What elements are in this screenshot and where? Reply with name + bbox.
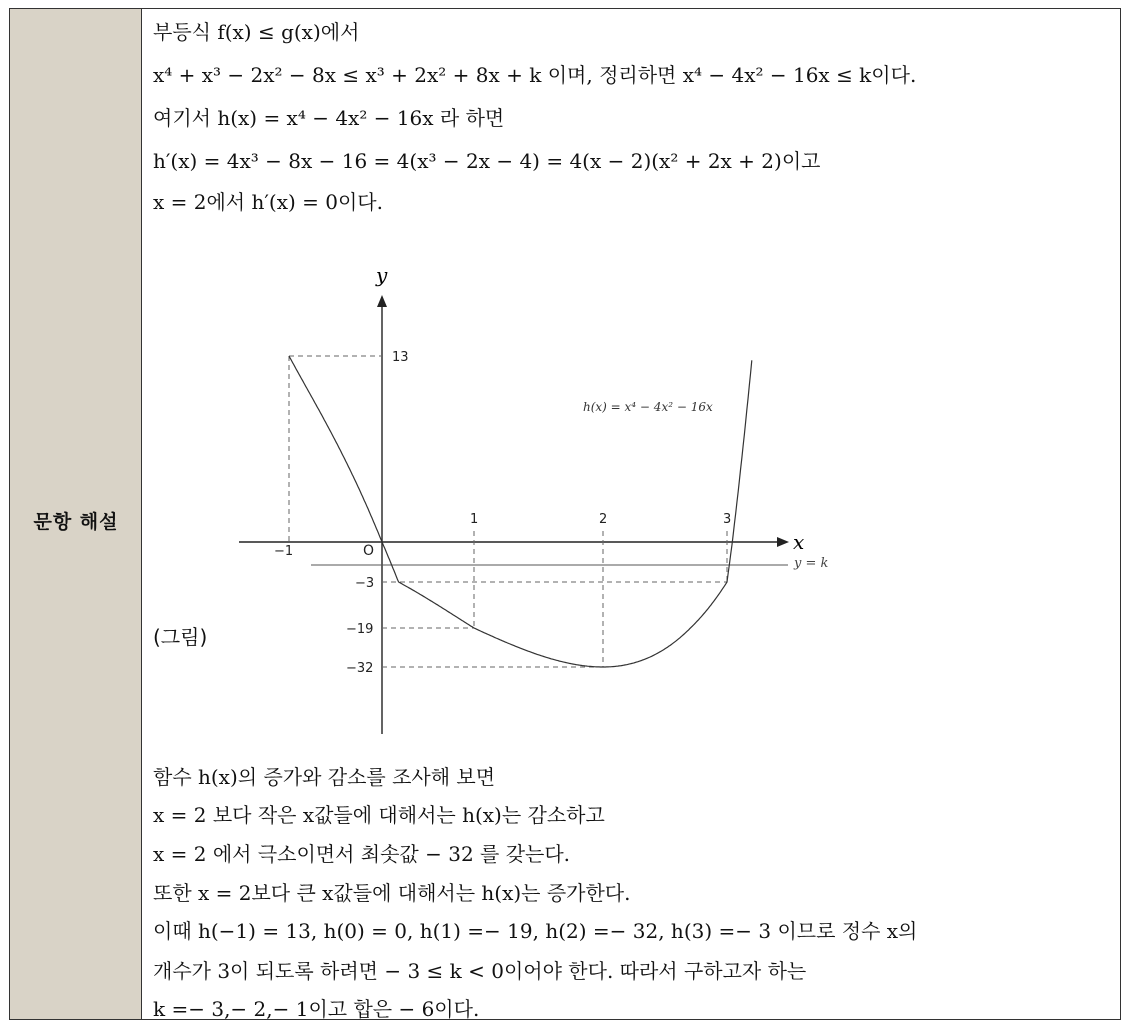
y-tick-label: −19 xyxy=(346,622,374,637)
header-label: 문항 해설 xyxy=(33,511,119,533)
text-line: 또한 x = 2보다 큰 x값들에 대해서는 h(x)는 증가한다. xyxy=(153,881,631,905)
function-graph xyxy=(143,9,1121,1019)
function-label: h(x) = x⁴ − 4x² − 16x xyxy=(583,400,713,414)
text-line: 여기서 h(x) = x⁴ − 4x² − 16x 라 하면 xyxy=(153,106,505,130)
figure-caption: (그림) xyxy=(153,625,208,649)
content-cell xyxy=(143,9,1120,1019)
y-tick-label: −3 xyxy=(355,576,375,591)
text-line: 함수 h(x)의 증가와 감소를 조사해 보면 xyxy=(153,765,496,789)
explanation-table xyxy=(9,8,1121,1020)
x-axis-label: x xyxy=(793,530,805,554)
text-line: k =− 3,− 2,− 1이고 합은 − 6이다. xyxy=(153,997,480,1021)
y-tick-label: 13 xyxy=(392,350,409,365)
y-axis-label: y xyxy=(376,263,388,287)
text-line: h′(x) = 4x³ − 8x − 16 = 4(x³ − 2x − 4) = 4(x − 2)(x² + 2x + 2)이고 xyxy=(153,149,821,173)
y-equals-k-label: y = k xyxy=(794,556,829,571)
y-tick-label: −32 xyxy=(346,661,374,676)
text-line: x = 2에서 h′(x) = 0이다. xyxy=(153,190,383,214)
x-axis-arrow xyxy=(777,537,789,547)
x-tick-label: −1 xyxy=(274,544,294,559)
text-line: 개수가 3이 되도록 하려면 − 3 ≤ k < 0이어야 한다. 따라서 구하고자 하는 xyxy=(153,959,807,983)
header-cell xyxy=(10,9,142,1019)
x-tick-label: 1 xyxy=(470,512,479,527)
x-tick-label: 3 xyxy=(723,512,732,527)
text-line: x⁴ + x³ − 2x² − 8x ≤ x³ + 2x² + 8x + k 이며, 정리하면 x⁴ − 4x² − 16x ≤ k이다. xyxy=(153,63,917,87)
origin-label: O xyxy=(363,543,375,559)
text-line: 이때 h(−1) = 13, h(0) = 0, h(1) =− 19, h(2) =− 32, h(3) =− 3 이므로 정수 x의 xyxy=(153,919,918,943)
text-line: x = 2 보다 작은 x값들에 대해서는 h(x)는 감소하고 xyxy=(153,803,605,827)
x-tick-label: 2 xyxy=(599,512,608,527)
text-line: 부등식 f(x) ≤ g(x)에서 xyxy=(153,20,360,44)
text-line: x = 2 에서 극소이면서 최솟값 − 32 를 갖는다. xyxy=(153,842,571,866)
y-axis-arrow xyxy=(377,295,387,307)
